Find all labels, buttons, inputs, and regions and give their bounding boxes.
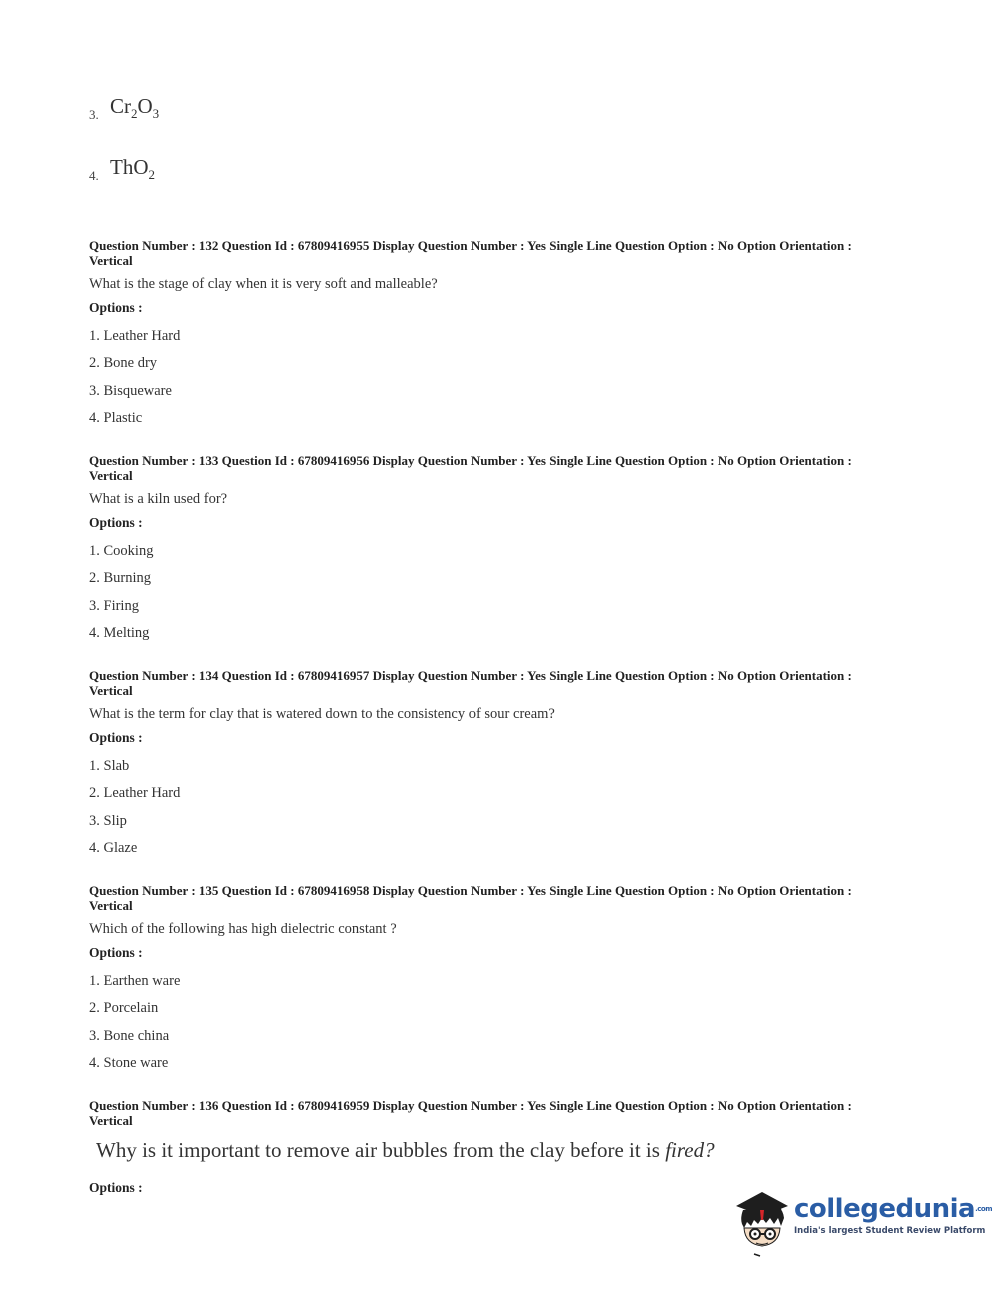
logo-tagline: India's largest Student Review Platform bbox=[794, 1226, 986, 1236]
options-label: Options : bbox=[89, 300, 143, 315]
options-label: Options : bbox=[89, 945, 143, 960]
logo-name: collegedunia$^{.com}$ bbox=[794, 1194, 992, 1224]
option-item: 2. Bone dry bbox=[89, 355, 158, 371]
question-text: Which of the following has high dielectric constant ? bbox=[89, 921, 397, 937]
question-text: Why is it important to remove air bubbles from the clay before it is fired? bbox=[96, 1138, 715, 1162]
chemical-formula: $Cr_2O_3$ bbox=[110, 94, 160, 122]
question-text: What is the term for clay that is watered down to the consistency of sour cream? bbox=[89, 706, 555, 722]
option-item: 1. Leather Hard bbox=[89, 327, 181, 344]
chemical-formula: ThO$_2$ bbox=[110, 155, 155, 183]
options-label: Options : bbox=[89, 730, 143, 745]
question-header: Question Number : 136 Question Id : 67809416959 Display Question Number : Yes Single Line Question Option : No Option Orientation : Vertical bbox=[89, 1098, 852, 1128]
option-item: 1. Cooking bbox=[89, 542, 154, 559]
option-item: 1. Slab bbox=[89, 757, 130, 774]
collegedunia-logo bbox=[732, 1188, 992, 1258]
option-item: 3. Firing bbox=[89, 597, 139, 614]
option-item: 2. Burning bbox=[89, 570, 152, 586]
question-block-136 bbox=[89, 1098, 889, 1164]
option-item: 3. Bone china bbox=[89, 1027, 170, 1044]
option-number: 4. bbox=[89, 168, 99, 183]
question-header: Question Number : 135 Question Id : 67809416958 Display Question Number : Yes Single Line Question Option : No Option Orientation : Vertical bbox=[89, 883, 852, 913]
logo-text bbox=[794, 1194, 992, 1236]
question-header: Question Number : 134 Question Id : 67809416957 Display Question Number : Yes Single Line Question Option : No Option Orientation : Vertical bbox=[89, 668, 852, 698]
question-block-133 bbox=[89, 453, 889, 641]
logo-domain: .com bbox=[975, 1205, 992, 1213]
option-number: 3. bbox=[89, 107, 99, 122]
question-text: What is the stage of clay when it is very soft and malleable? bbox=[89, 276, 438, 292]
option-item: 4. Melting bbox=[89, 625, 150, 641]
question-header: Question Number : 133 Question Id : 67809416956 Display Question Number : Yes Single Line Question Option : No Option Orientation : Vertical bbox=[89, 453, 852, 483]
student-mascot-icon bbox=[732, 1188, 792, 1258]
option-item: 4. Stone ware bbox=[89, 1055, 169, 1071]
option-item: 1. Earthen ware bbox=[89, 972, 181, 989]
options-label-cutoff: Options : bbox=[89, 1180, 143, 1195]
question-block-134 bbox=[89, 668, 889, 856]
option-item: 2. Leather Hard bbox=[89, 785, 181, 801]
options-label: Options : bbox=[89, 515, 143, 530]
option-item: 2. Porcelain bbox=[89, 1000, 159, 1016]
option-item: 4. Plastic bbox=[89, 410, 143, 426]
question-block-135 bbox=[89, 883, 889, 1071]
option-item: 4. Glaze bbox=[89, 840, 138, 856]
question-text: What is a kiln used for? bbox=[89, 491, 228, 507]
question-header: Question Number : 132 Question Id : 67809416955 Display Question Number : Yes Single Line Question Option : No Option Orientation : Vertical bbox=[89, 238, 852, 268]
question-block-132 bbox=[89, 238, 889, 426]
option-item: 3. Bisqueware bbox=[89, 382, 172, 399]
option-item: 3. Slip bbox=[89, 812, 127, 829]
